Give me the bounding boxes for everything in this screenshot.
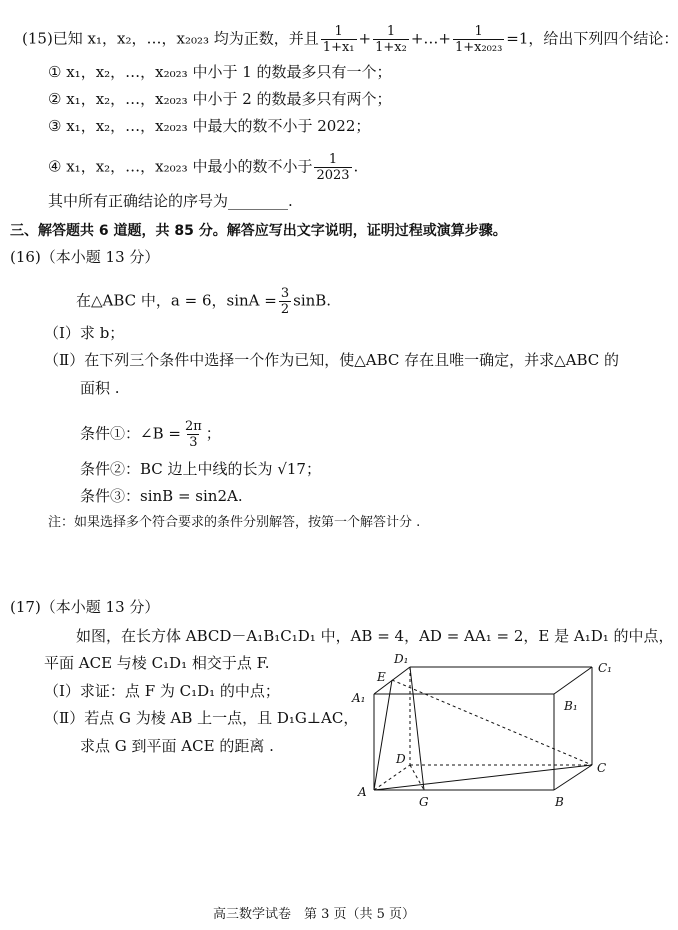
edge-B1C1 <box>554 667 592 694</box>
label-B1: B₁ <box>564 699 578 713</box>
q15-fraction-2: $\frac{1}{\text{1+x₂}}$ <box>375 24 407 55</box>
q17-line-1: 如图，在长方体 ABCD－A₁B₁C₁D₁ 中，AB = 4，AD = AA₁ = 2，E 是 A₁D₁ 的中点， <box>76 627 674 645</box>
q17-part-2-b: 求点 G 到平面 ACE 的距离 . <box>80 737 274 755</box>
q17-part-2-a: （Ⅱ）若点 G 为棱 AB 上一点，且 D₁G⊥AC， <box>44 709 359 727</box>
q15-conclusion-4: ④ x₁，x₂，…，x₂₀₂₃ 中最小的数不小于 $\frac{1}{2023}$ . <box>48 152 359 183</box>
q16-condition-2: 条件②：BC 边上中线的长为 √17； <box>80 460 321 478</box>
label-D: D <box>396 752 406 766</box>
q15-stem-a: (15)已知 x₁，x₂，…，x₂₀₂₃ 均为正数，并且 <box>22 29 319 48</box>
label-C: C <box>597 761 607 775</box>
q15-conclusion-3: ③ x₁，x₂，…，x₂₀₂₃ 中最大的数不小于 2022； <box>48 117 371 135</box>
label-E: E <box>377 670 386 684</box>
section-header: 三、解答题共 6 道题，共 85 分。解答应写出文字说明，证明过程或演算步骤。 <box>10 223 507 239</box>
q16-given-fraction: $\frac{3}{2}$ <box>280 286 290 317</box>
label-A: A <box>358 785 367 799</box>
q15-fraction-3: $\frac{1}{\text{1+x₂₀₂₃}}$ <box>454 24 503 55</box>
label-B: B <box>555 795 564 809</box>
q17-part-1: （Ⅰ）求证：点 F 为 C₁D₁ 的中点； <box>44 682 280 700</box>
segment-D1G <box>410 667 424 790</box>
q15-conclusion-2: ② x₁，x₂，…，x₂₀₂₃ 中小于 2 的数最多只有两个； <box>48 90 392 108</box>
label-C1: C₁ <box>598 661 612 675</box>
q15-stem-b: =1，给出下列四个结论： <box>506 29 678 48</box>
q16-note: 注：如果选择多个符合要求的条件分别解答，按第一个解答计分 . <box>48 515 421 530</box>
q17-line-2: 平面 ACE 与棱 C₁D₁ 相交于点 F. <box>44 654 270 672</box>
q16-condition-3: 条件③：sinB = sin2A. <box>80 487 243 505</box>
q17-head: (17)（本小题 13 分） <box>10 598 160 616</box>
segment-EC <box>392 680 592 765</box>
q15-c4-fraction: $\frac{1}{2023}$ <box>316 152 350 183</box>
label-G: G <box>419 795 429 809</box>
q15-fraction-1: $\frac{1}{\text{1+x₁}}$ <box>322 24 355 55</box>
segment-AE <box>374 680 392 790</box>
q16-part-2-a: （Ⅱ）在下列三个条件中选择一个作为已知，使△ABC 存在且唯一确定，并求△ABC 的 <box>44 351 620 369</box>
label-D1: D₁ <box>394 652 409 666</box>
q16-condition-1: 条件①：∠B = $\frac{2\pi}{3}$ ； <box>80 419 221 450</box>
q15-conclusion-1: ① x₁，x₂，…，x₂₀₂₃ 中小于 1 的数最多只有一个； <box>48 63 392 81</box>
q16-part-1: （Ⅰ）求 b； <box>44 324 125 342</box>
label-A1: A₁ <box>352 691 366 705</box>
q16-part-2-b: 面积 . <box>80 379 120 397</box>
page-footer: 高三数学试卷 第 3 页（共 5 页） <box>212 907 416 922</box>
q15-ask: 其中所有正确结论的序号为________. <box>48 192 293 210</box>
q16-given: 在△ABC 中，a = 6，sinA = $\frac{3}{2}$ sinB. <box>76 286 332 317</box>
q16-cond1-fraction: $\frac{2\pi}{3}$ <box>184 419 202 450</box>
q16-head: (16)（本小题 13 分） <box>10 248 160 266</box>
q15-stem: (15)已知 x₁，x₂，…，x₂₀₂₃ 均为正数，并且 $\frac{1}{\text{1+x₁}}$ + $\frac{1}{\text{1+x₂}}$ +…+ $\frac{1}{\text{1+x₂₀₂₃}}$ =1，给出下列四个结论： <box>22 24 678 55</box>
